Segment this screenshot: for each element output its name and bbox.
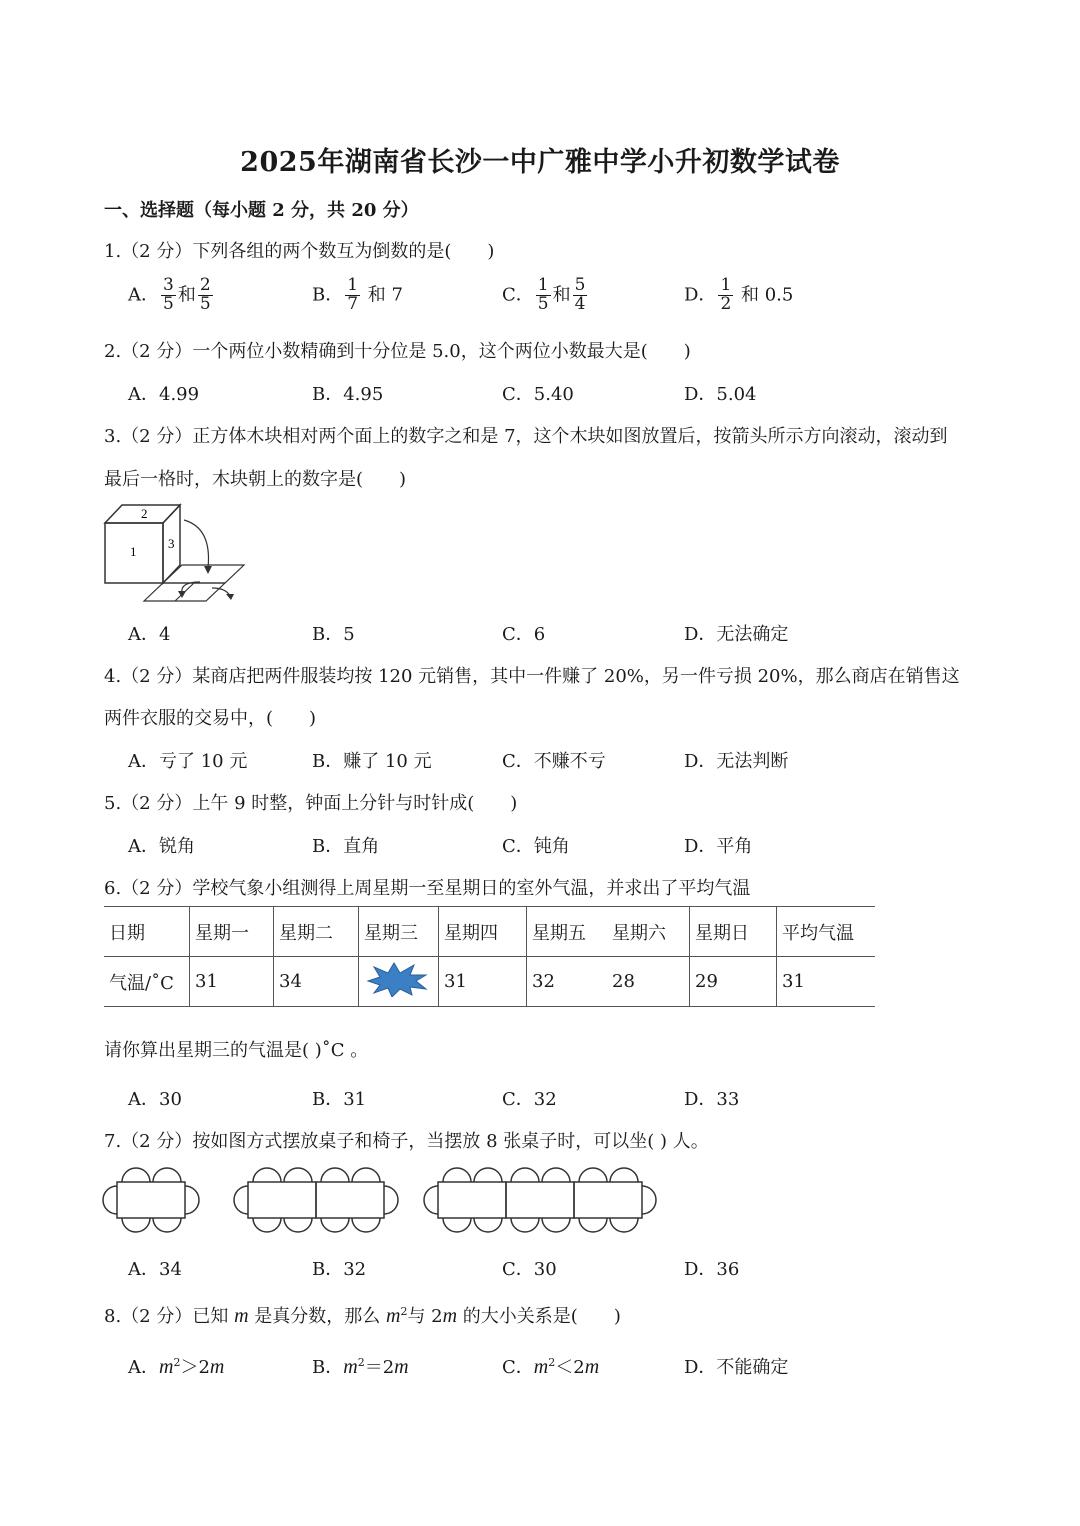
q2-option-a: A．4.99 <box>128 384 200 405</box>
page-title: 2025年湖南省长沙一中广雅中学小升初数学试卷 <box>240 147 840 178</box>
q7-stem: 7.（2 分）按如图方式摆放桌子和椅子，当摆放 8 张桌子时，可以坐( ) 人。 <box>104 1131 709 1152</box>
table-cell-hidden <box>359 957 439 1007</box>
q4-option-c: C．不赚不亏 <box>502 751 606 772</box>
q2-option-b: B．4.95 <box>312 384 384 405</box>
q6-option-b: B．31 <box>312 1089 367 1110</box>
table-cell: 29 <box>690 957 777 1007</box>
q4-option-d: D．无法判断 <box>684 751 789 772</box>
q4-stem-line1: 4.（2 分）某商店把两件服装均按 120 元销售，其中一件赚了 20%，另一件亏损 20%，那么商店在销售这 <box>104 666 960 687</box>
fraction: $\frac{2}{5}$ <box>199 275 211 314</box>
table-cell: 28 <box>607 957 690 1007</box>
q7-option-c: C．30 <box>502 1259 557 1280</box>
table-header-cell: 星期五 <box>527 907 608 957</box>
temperature-table <box>104 906 875 1007</box>
q1-option-b: B． $\frac{1}{7}$ 和 7 <box>312 275 403 314</box>
q5-option-d: D．平角 <box>684 836 753 857</box>
q6-option-c: C．32 <box>502 1089 557 1110</box>
q1-option-d: D． $\frac{1}{2}$ 和 0.5 <box>684 275 794 314</box>
table-header-cell: 星期日 <box>690 907 777 957</box>
q5-option-a: A．锐角 <box>128 836 195 857</box>
q5-option-b: B．直角 <box>312 836 380 857</box>
fraction: $\frac{1}{5}$ <box>537 275 549 314</box>
q3-stem-line1: 3.（2 分）正方体木块相对两个面上的数字之和是 7，这个木块如图放置后，按箭头所示方向滚动，滚动到 <box>104 426 948 447</box>
table-header-cell: 平均气温 <box>777 907 876 957</box>
option-label: A． <box>128 284 159 306</box>
q3-option-a: A．4 <box>128 624 171 645</box>
table-cell: 32 <box>527 957 608 1007</box>
two-tables-arrangement <box>234 1168 398 1232</box>
q8-option-c: C．$m^2<2m$ <box>502 1356 600 1378</box>
table-cell: 31 <box>777 957 876 1007</box>
cube-side-number: 3 <box>168 536 175 551</box>
q6-stem: 6.（2 分）学校气象小组测得上周星期一至星期日的室外气温，并求出了平均气温 <box>104 878 751 899</box>
one-table-arrangement <box>103 1168 199 1232</box>
q8-option-a: A．$m^2>2m$ <box>128 1356 225 1378</box>
fraction: $\frac{1}{7}$ <box>347 275 359 314</box>
table-header-cell: 星期二 <box>274 907 359 957</box>
q3-option-d: D．无法确定 <box>684 624 789 645</box>
q4-option-a: A．亏了 10 元 <box>128 751 248 772</box>
q6-option-d: D．33 <box>684 1089 740 1110</box>
q7-option-a: A．34 <box>128 1259 182 1280</box>
q7-option-d: D．36 <box>684 1259 740 1280</box>
cube-front-number: 1 <box>130 544 137 559</box>
table-cell: 31 <box>439 957 527 1007</box>
q1-option-c: C． $\frac{1}{5}$ 和 $\frac{5}{4}$ <box>502 275 586 314</box>
q3-option-b: B．5 <box>312 624 355 645</box>
q8-option-b: B．$m^2=2m$ <box>312 1356 409 1378</box>
q2-option-c: C．5.40 <box>502 384 574 405</box>
table-header-cell: 星期四 <box>439 907 527 957</box>
q6-question: 请你算出星期三的气温是( )˚C 。 <box>104 1040 369 1061</box>
q2-stem: 2.（2 分）一个两位小数精确到十分位是 5.0，这个两位小数最大是( ) <box>104 341 691 362</box>
q3-stem-line2: 最后一格时，木块朝上的数字是( ) <box>104 469 407 490</box>
table-header-cell: 星期六 <box>607 907 690 957</box>
q5-stem: 5.（2 分）上午 9 时整，钟面上分针与时针成( ) <box>104 793 518 814</box>
fraction: $\frac{1}{2}$ <box>720 275 732 314</box>
table-cell: 31 <box>190 957 274 1007</box>
q5-option-c: C．钝角 <box>502 836 570 857</box>
table-cell: 34 <box>274 957 359 1007</box>
fraction: $\frac{3}{5}$ <box>163 275 174 314</box>
table-header-cell: 日期 <box>104 907 190 957</box>
q1-option-a: A． $\frac{3}{5}$ 和 $\frac{2}{5}$ <box>128 275 211 314</box>
q2-option-d: D．5.04 <box>684 384 757 405</box>
section-heading: 一、选择题（每小题 2 分，共 20 分） <box>104 200 419 221</box>
table-row <box>104 957 875 1007</box>
cube-rolling-figure <box>100 498 250 608</box>
q8-stem: 8.（2 分）已知 m 是真分数，那么 $m^2$与 2m 的大小关系是( ) <box>104 1305 621 1327</box>
cube-top-number: 2 <box>141 506 148 521</box>
q6-option-a: A．30 <box>128 1089 182 1110</box>
fraction: $\frac{5}{4}$ <box>574 275 586 314</box>
q4-option-b: B．赚了 10 元 <box>312 751 432 772</box>
q8-option-d: D．不能确定 <box>684 1357 789 1378</box>
table-header-cell: 星期三 <box>359 907 439 957</box>
table-row-label: 气温/˚C <box>104 957 190 1007</box>
tables-chairs-figure <box>100 1164 665 1236</box>
q1-stem: 1.（2 分）下列各组的两个数互为倒数的是( ) <box>104 241 495 262</box>
table-header-row <box>104 907 875 957</box>
q3-option-c: C．6 <box>502 624 546 645</box>
q4-stem-line2: 两件衣服的交易中，( ) <box>104 708 317 729</box>
q7-option-b: B．32 <box>312 1259 367 1280</box>
table-header-cell: 星期一 <box>190 907 274 957</box>
hidden-value-burst-icon <box>364 961 430 997</box>
three-tables-arrangement <box>424 1168 656 1232</box>
